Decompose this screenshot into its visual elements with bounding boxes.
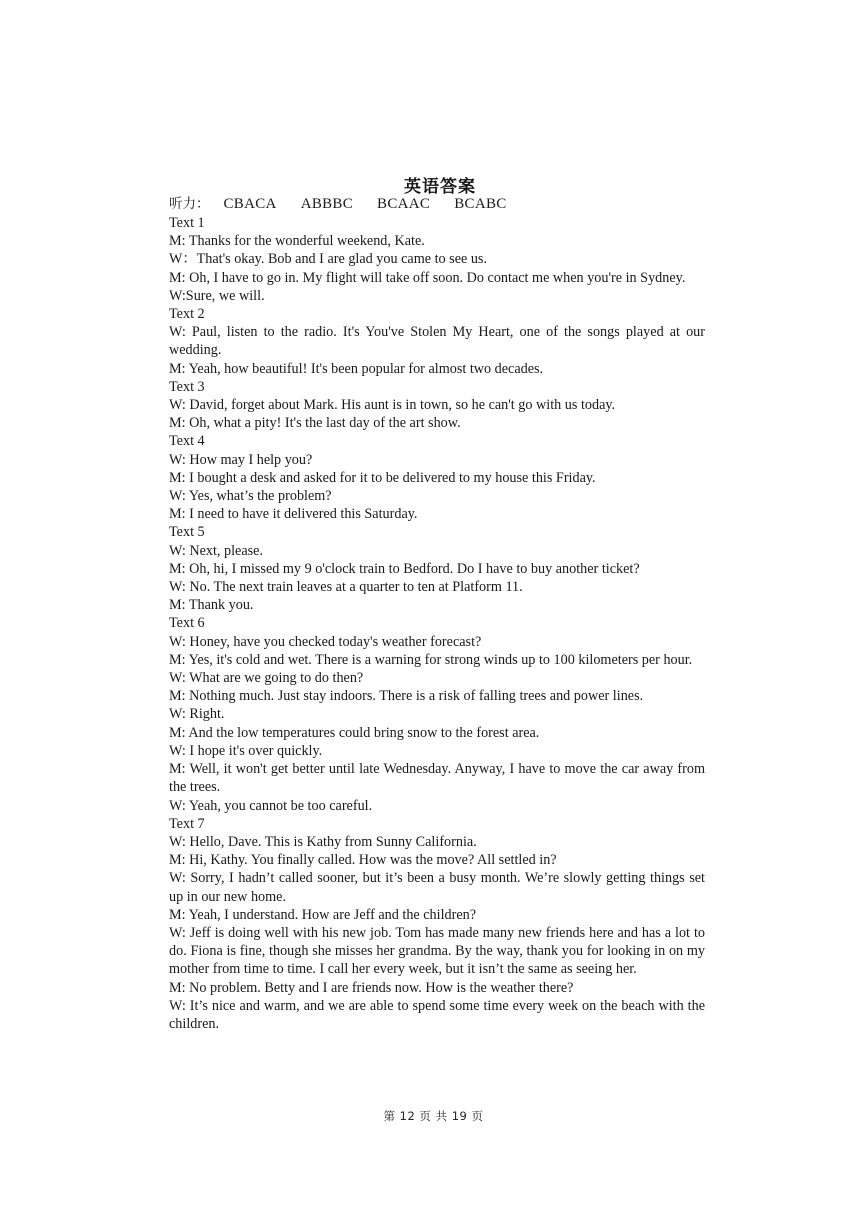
dialogue-line: W：That's okay. Bob and I are glad you came to see us. [169, 251, 487, 268]
transcript-section [169, 378, 705, 433]
dialogue-line: W: Jeff is doing well with his new job. Tom has made many new friends here and has a lot to do. Fiona is fine, though she misses her grandma. By the way, thank you for looking in on my mother from time to time. I call her every week, but it isn’t the same as seeing her. [169, 924, 705, 978]
dialogue-line: M: I need to have it delivered this Saturday. [169, 506, 418, 523]
dialogue-line: M: Hi, Kathy. You finally called. How was the move? All settled in? [169, 852, 557, 869]
dialogue-line: M: Thank you. [169, 597, 254, 614]
document-body [169, 195, 705, 1033]
dialogue-line: M: Yeah, how beautiful! It's been popular for almost two decades. [169, 360, 544, 377]
transcripts [169, 214, 705, 1033]
transcript-heading: Text 3 [169, 378, 205, 395]
dialogue-line: M: Oh, hi, I missed my 9 o'clock train to Bedford. Do I have to buy another ticket? [169, 560, 640, 577]
dialogue-line: W: Next, please. [169, 542, 264, 559]
dialogue-line: W:Sure, we will. [169, 287, 265, 304]
transcript-heading: Text 2 [169, 306, 205, 323]
transcript-section [169, 214, 705, 305]
dialogue-line: W: What are we going to do then? [169, 670, 364, 687]
dialogue-line: M: Well, it won't get better until late Wednesday. Anyway, I have to move the car away from the trees. [169, 761, 705, 796]
dialogue-line: W: Paul, listen to the radio. It's You've Stolen My Heart, one of the songs played at our wedding. [169, 324, 705, 359]
dialogue-line: W: David, forget about Mark. His aunt is in town, so he can't go with us today. [169, 397, 616, 414]
answer-group: ABBBC [300, 196, 354, 212]
dialogue-line: W: Right. [169, 706, 225, 723]
dialogue-line: M: I bought a desk and asked for it to be delivered to my house this Friday. [169, 469, 596, 486]
dialogue-line: M: Nothing much. Just stay indoors. There is a risk of falling trees and power lines. [169, 688, 644, 705]
transcript-section [169, 523, 705, 614]
answer-group: BCAAC [377, 196, 431, 212]
dialogue-line: W: Hello, Dave. This is Kathy from Sunny California. [169, 833, 477, 850]
transcript-heading: Text 4 [169, 433, 205, 450]
dialogue-line: W: No. The next train leaves at a quarter to ten at Platform 11. [169, 579, 523, 596]
dialogue-line: M: No problem. Betty and I are friends now. How is the weather there? [169, 979, 574, 996]
dialogue-line: M: Yeah, I understand. How are Jeff and the children? [169, 906, 477, 923]
dialogue-line: W: Yeah, you cannot be too careful. [169, 797, 373, 814]
dialogue-line: W: How may I help you? [169, 451, 313, 468]
transcript-heading: Text 1 [169, 215, 205, 231]
dialogue-line: W: Honey, have you checked today's weather forecast? [169, 633, 482, 650]
transcript-heading: Text 6 [169, 615, 205, 632]
dialogue-line: M: Thanks for the wonderful weekend, Kate. [169, 233, 425, 250]
answer-group: BCABC [454, 196, 507, 212]
transcript-heading: Text 5 [169, 524, 205, 541]
transcript-section [169, 815, 705, 1033]
dialogue-line: W: Yes, what’s the problem? [169, 488, 332, 505]
dialogue-line: M: And the low temperatures could bring snow to the forest area. [169, 724, 540, 741]
transcript-section [169, 614, 705, 814]
dialogue-line: M: Oh, I have to go in. My flight will take off soon. Do contact me when you're in Sydney. [169, 269, 686, 286]
page-footer: 第 12 页 共 19 页 [383, 1109, 484, 1123]
dialogue-line: M: Yes, it's cold and wet. There is a warning for strong winds up to 100 kilometers per hour. [169, 651, 693, 668]
dialogue-line: W: Sorry, I hadn’t called sooner, but it’s been a busy month. We’re slowly getting things set up in our new home. [169, 870, 705, 905]
answer-group: CBACA [223, 196, 277, 212]
dialogue-line: W: It’s nice and warm, and we are able to spend some time every week on the beach with the children. [169, 997, 705, 1032]
transcript-section [169, 305, 705, 378]
transcript-heading: Text 7 [169, 815, 205, 832]
answer-key-label: 听力： [169, 196, 210, 212]
dialogue-line: M: Oh, what a pity! It's the last day of the art show. [169, 415, 461, 432]
dialogue-line: W: I hope it's over quickly. [169, 742, 323, 759]
page-title: 英语答案 [404, 177, 476, 197]
answer-key-row [169, 195, 705, 214]
transcript-section [169, 432, 705, 523]
